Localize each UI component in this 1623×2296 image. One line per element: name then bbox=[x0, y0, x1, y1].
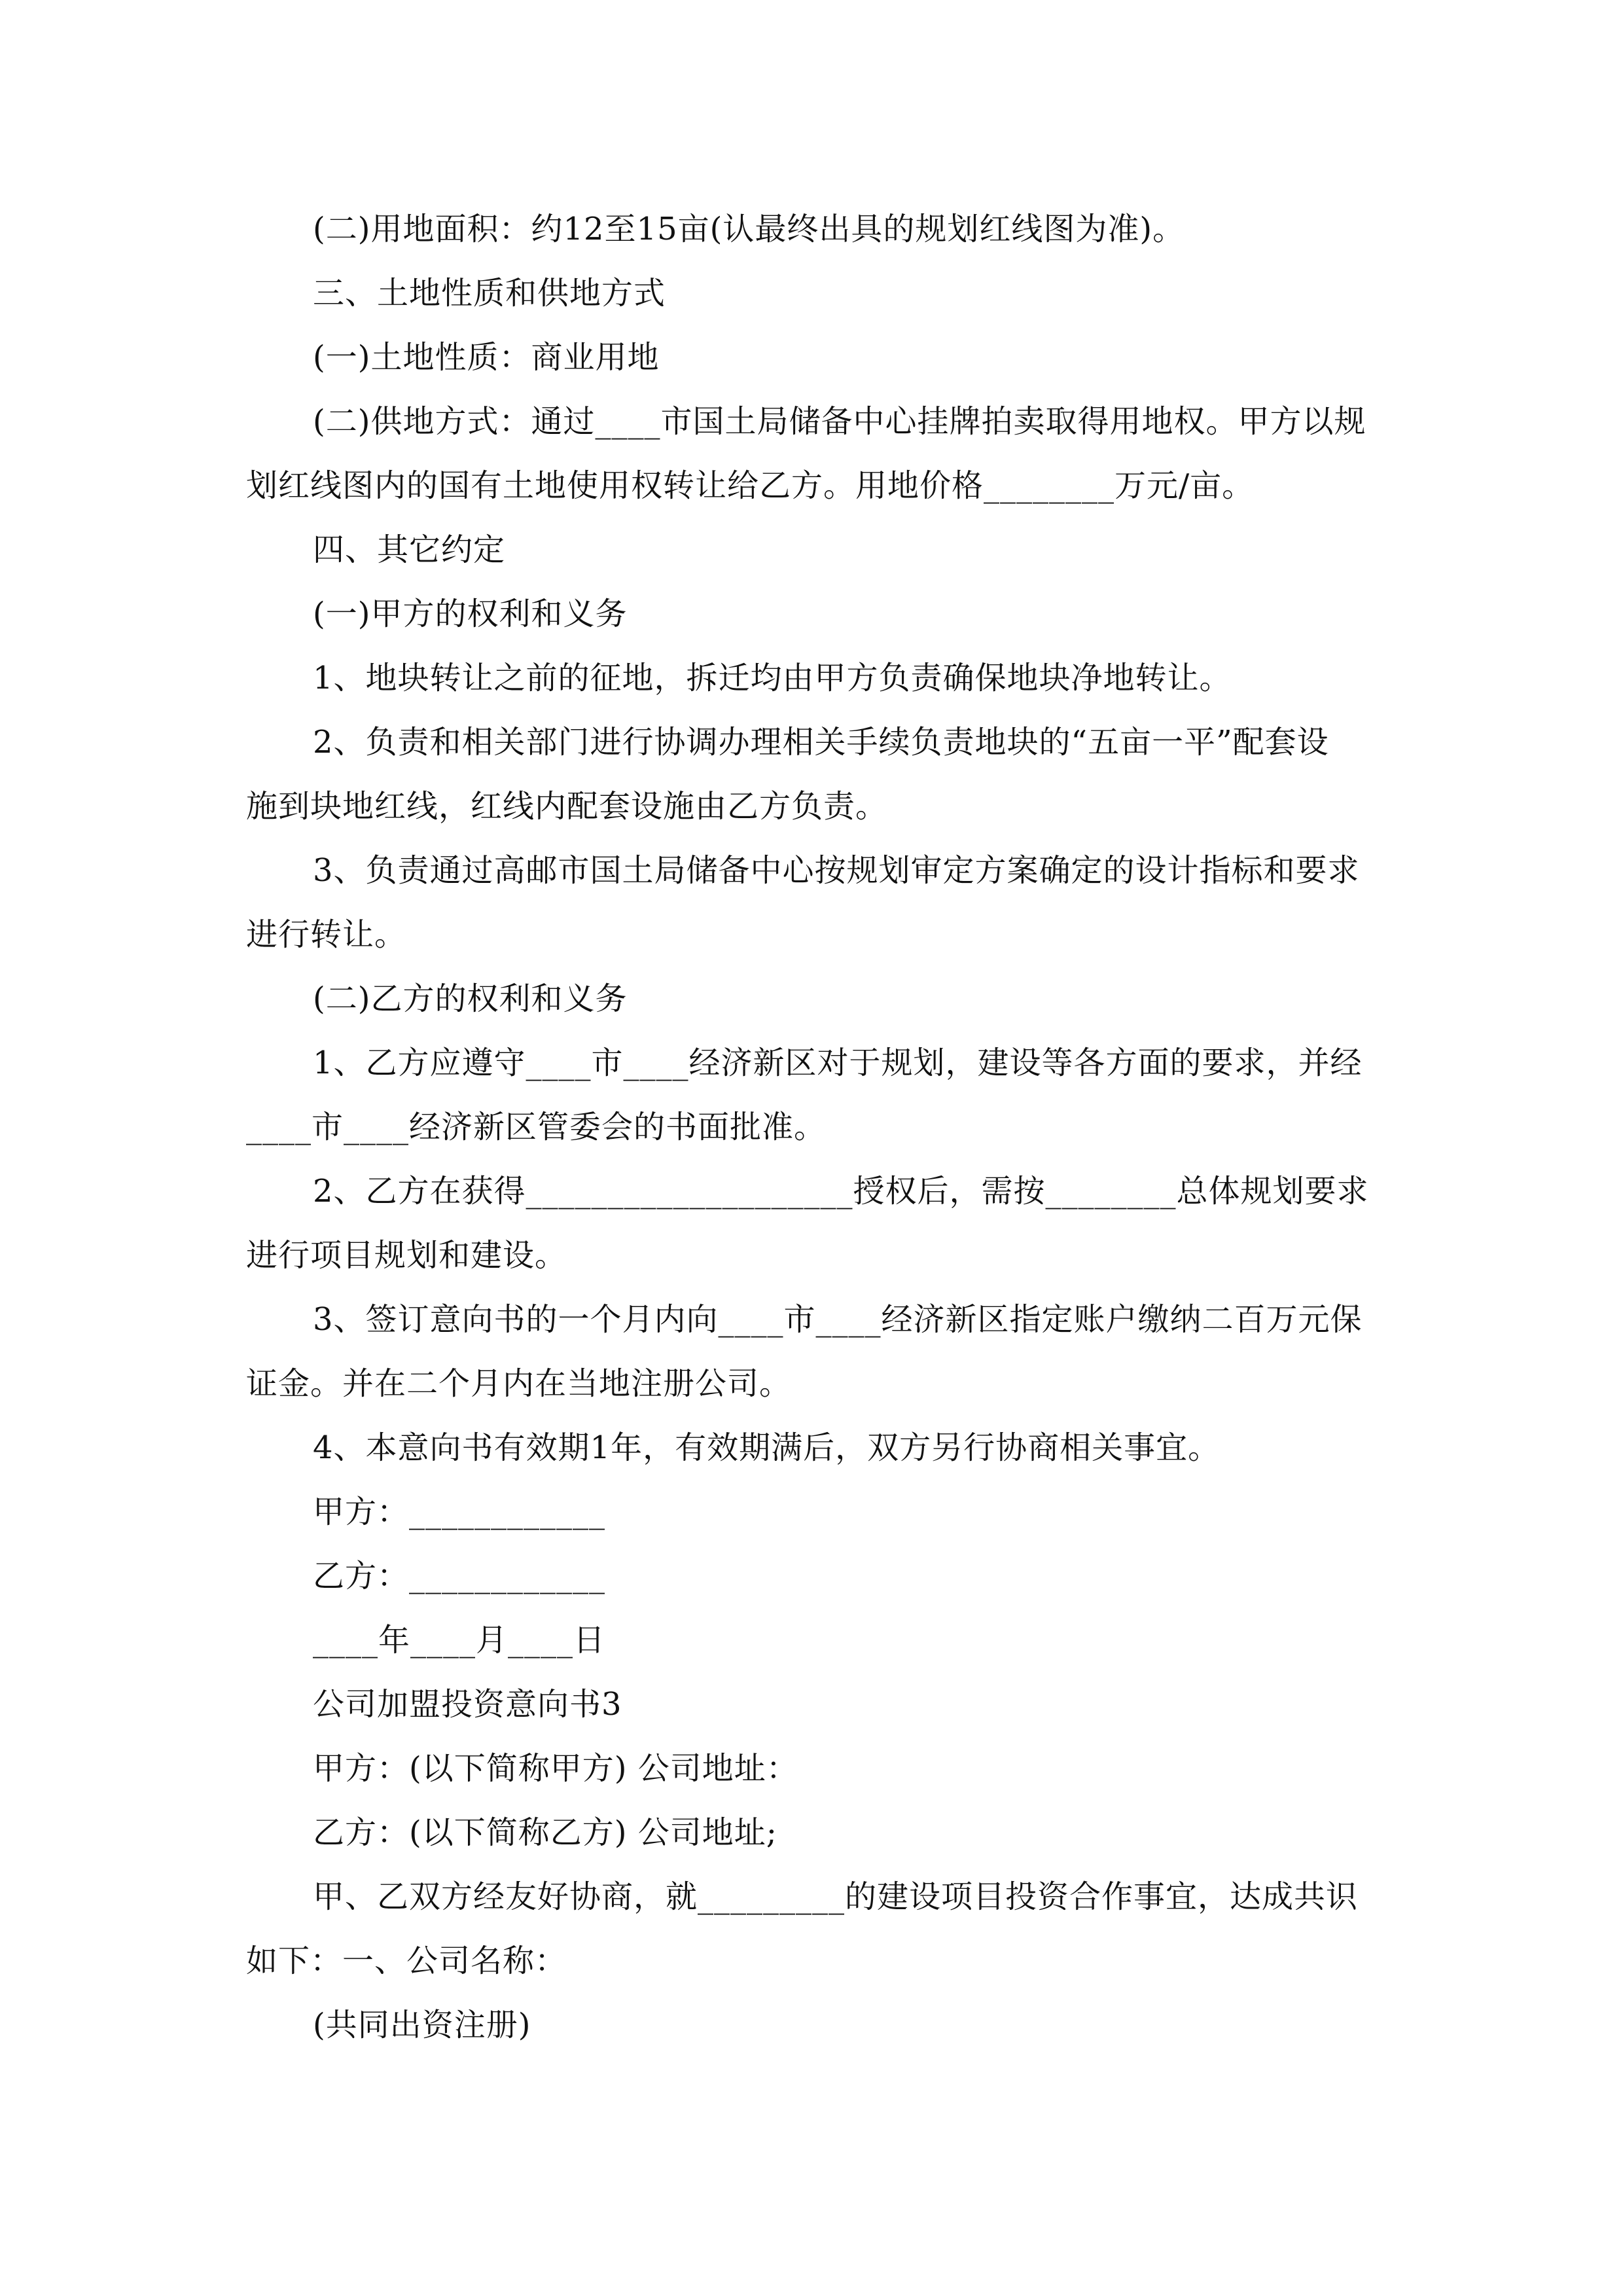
text-line: 如下：一、公司名称： bbox=[246, 1943, 567, 1979]
section-heading: 四、其它约定 bbox=[313, 531, 506, 568]
text-line: 进行转让。 bbox=[246, 916, 407, 953]
subsection-heading: (一)甲方的权利和义务 bbox=[313, 596, 628, 632]
text-line: 甲、乙双方经友好协商，就_________的建设项目投资合作事宜，达成共识 bbox=[313, 1878, 1359, 1915]
party-a-signature-line: 甲方：____________ bbox=[313, 1494, 606, 1530]
text-line: 进行项目规划和建设。 bbox=[246, 1237, 567, 1274]
document-title: 公司加盟投资意向书3 bbox=[313, 1686, 622, 1723]
subsection-heading: (二)乙方的权利和义务 bbox=[313, 980, 628, 1017]
text-line: 1、地块转让之前的征地，拆迁均由甲方负责确保地块净地转让。 bbox=[313, 660, 1232, 696]
text-line: 证金。并在二个月内在当地注册公司。 bbox=[246, 1365, 792, 1402]
text-line: 划红线图内的国有土地使用权转让给乙方。用地价格________万元/亩。 bbox=[246, 467, 1255, 504]
text-line: 甲方：(以下简称甲方) 公司地址： bbox=[313, 1750, 798, 1787]
text-line: ____市____经济新区管委会的书面批准。 bbox=[246, 1109, 827, 1145]
text-line: 1、乙方应遵守____市____经济新区对于规划，建设等各方面的要求，并经 bbox=[313, 1045, 1363, 1081]
text-line: (二)供地方式：通过____市国土局储备中心挂牌拍卖取得用地权。甲方以规 bbox=[313, 403, 1366, 440]
text-line: 2、负责和相关部门进行协调办理相关手续负责地块的“五亩一平”配套设 bbox=[313, 724, 1329, 761]
text-line: (共同出资注册) bbox=[313, 2007, 531, 2043]
text-line: 4、本意向书有效期1年，有效期满后，双方另行协商相关事宜。 bbox=[313, 1429, 1221, 1466]
text-line: 3、签订意向书的一个月内向____市____经济新区指定账户缴纳二百万元保 bbox=[313, 1301, 1363, 1338]
text-line: 2、乙方在获得____________________授权后，需按________总体规划要求 bbox=[313, 1173, 1369, 1210]
section-heading: 三、土地性质和供地方式 bbox=[313, 275, 666, 312]
text-line: 施到块地红线，红线内配套设施由乙方负责。 bbox=[246, 788, 888, 825]
text-line: (二)用地面积：约12至15亩(认最终出具的规划红线图为准)。 bbox=[313, 211, 1185, 247]
date-line: ____年____月____日 bbox=[313, 1622, 606, 1659]
text-line: (一)土地性质：商业用地 bbox=[313, 339, 660, 376]
text-line: 3、负责通过高邮市国土局储备中心按规划审定方案确定的设计指标和要求 bbox=[313, 852, 1360, 889]
party-b-signature-line: 乙方：____________ bbox=[313, 1558, 606, 1594]
text-line: 乙方：(以下简称乙方) 公司地址; bbox=[313, 1814, 777, 1851]
